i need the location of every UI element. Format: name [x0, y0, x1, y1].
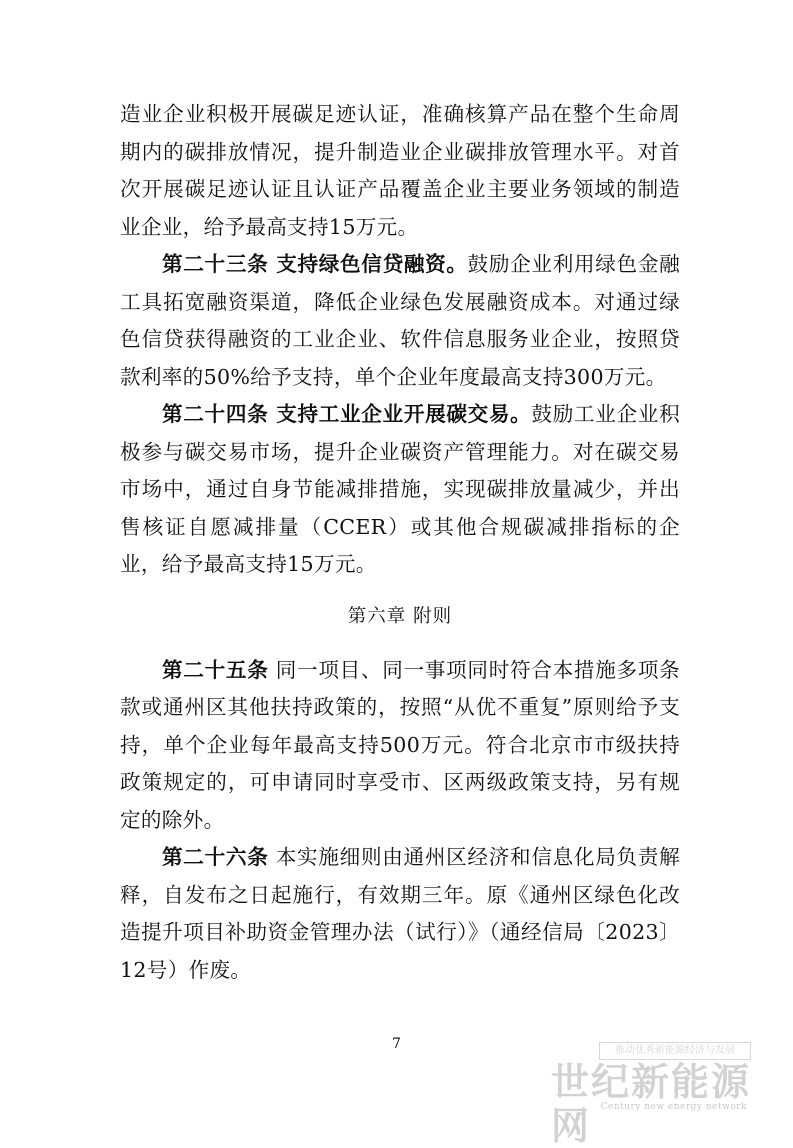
article-heading: 第二十四条 支持工业企业开展碳交易。: [162, 402, 532, 426]
page-number: 7: [392, 1036, 401, 1052]
page-body: [120, 96, 680, 989]
article-heading: 第二十三条 支持绿色信贷融资。: [162, 252, 468, 276]
article-heading: 第二十五条: [162, 657, 269, 682]
article-25: [120, 652, 680, 840]
paragraph-continued: [120, 96, 680, 246]
watermark-slogan: 推动优秀新能源经济与发展: [599, 1042, 751, 1060]
article-text: 鼓励工业企业积极参与碳交易市场，提升企业碳资产管理能力。对在碳交易市场中，通过自身节能减排措施，实现碳排放量减少，并出售核证自愿减排量（CCER）或其他合规碳减排指标的企业，给予最高支持15万元。: [120, 402, 680, 576]
article-text: 同一项目、同一事项同时符合本措施多项条款或通州区其他扶持政策的，按照“从优不重复”原则给予支持，单个企业每年最高支持500万元。符合北京市市级扶持政策规定的，可申请同时享受市、区两级政策支持，另有规定的除外。: [120, 657, 681, 832]
paragraph-text: 造业企业积极开展碳足迹认证，准确核算产品在整个生命周期内的碳排放情况，提升制造业企业碳排放管理水平。对首次开展碳足迹认证且认证产品覆盖企业主要业务领域的制造业企业，给予最高支持15万元。: [120, 102, 680, 239]
article-23: [120, 246, 680, 396]
watermark-logo: [551, 1042, 752, 1148]
article-text: 鼓励企业利用绿色金融工具拓宽融资渠道，降低企业绿色发展融资成本。对通过绿色信贷获得融资的工业企业、软件信息服务业企业，按照贷款利率的50%给予支持，单个企业年度最高支持300万元。: [120, 252, 680, 389]
watermark-english: Century new energy network: [600, 1102, 747, 1112]
chapter-title: 第六章 附则: [347, 605, 453, 627]
article-24: [120, 396, 680, 584]
article-heading: 第二十六条: [162, 845, 269, 869]
article-text: 本实施细则由通州区经济和信息化局负责解释，自发布之日起施行，有效期三年。原《通州区绿色化改造提升项目补助资金管理办法（试行）》（通经信局〔2023〕12号）作废。: [120, 845, 681, 982]
watermark-name: 世纪新能源网: [551, 1060, 752, 1148]
article-26: [120, 839, 680, 989]
